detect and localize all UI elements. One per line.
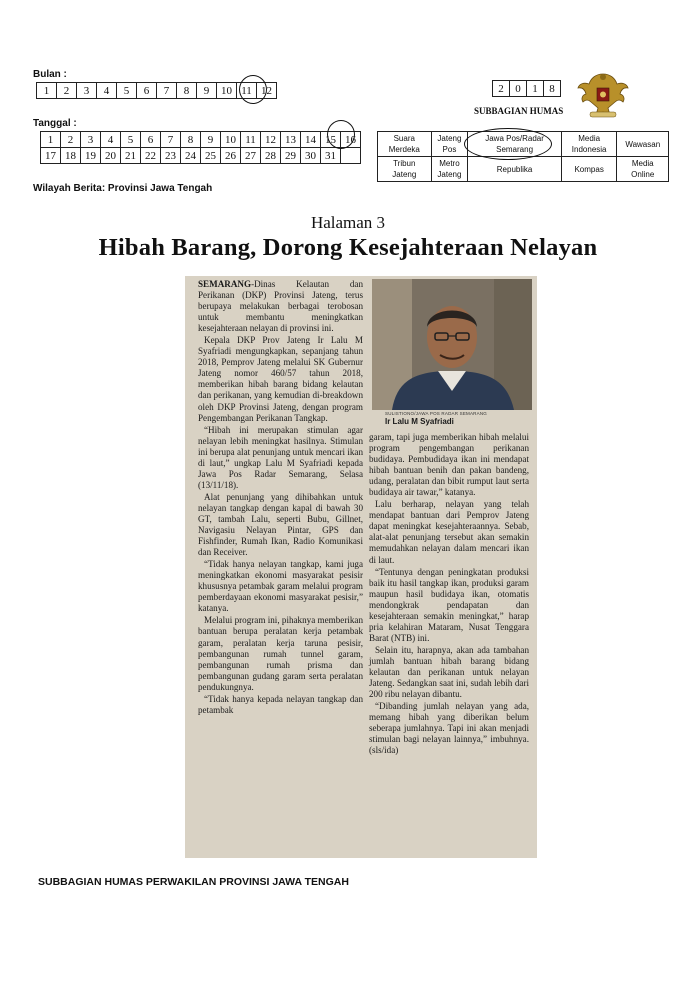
wilayah-label: Wilayah Berita: Provinsi Jawa Tengah	[33, 183, 213, 194]
media-cell: Jawa Pos/Radar Semarang	[468, 132, 561, 157]
day-cell: 8	[181, 132, 201, 148]
media-cell: Republika	[468, 157, 561, 182]
garuda-emblem-icon	[576, 68, 630, 120]
day-cell: 13	[281, 132, 301, 148]
day-cell	[341, 148, 361, 164]
paragraph: “Tentunya dengan peningkatan produksi baik itu hasil tangkap ikan, produksi garam maupun hasil budidaya ikan, otomatis mendongkrak pendapatan dan kesejahteraan semakin meningkat,” harap pria kelahiran Mataram, Nusat Tenggara Barat (NTB) ini.	[369, 566, 529, 643]
day-cell: 14	[301, 132, 321, 148]
day-cell: 17	[41, 148, 61, 164]
day-cell: 3	[81, 132, 101, 148]
month-cell: 4	[97, 83, 117, 99]
media-cell: Kompas	[561, 157, 617, 182]
day-cell: 1	[41, 132, 61, 148]
photo-credit: SULISTIONO/JAWA POS RADAR SEMARANG	[385, 411, 487, 416]
day-cell: 11	[241, 132, 261, 148]
day-cell: 28	[261, 148, 281, 164]
day-cell: 26	[221, 148, 241, 164]
year-digit: 1	[527, 81, 544, 97]
month-cell: 9	[197, 83, 217, 99]
day-cell: 9	[201, 132, 221, 148]
article-column-2	[369, 432, 529, 757]
dateline: SEMARANG	[198, 279, 252, 289]
day-cell: 30	[301, 148, 321, 164]
tanggal-label: Tanggal :	[33, 118, 77, 129]
day-cell: 7	[161, 132, 181, 148]
month-cell: 1	[37, 83, 57, 99]
month-cell: 5	[117, 83, 137, 99]
bulan-label: Bulan :	[33, 69, 67, 80]
paragraph: Lalu berharap, nelayan yang telah mendapat bantuan dari Pemprov Jateng dapat meningkat kesejahteraannya. Sebab, alat-alat penunjang tersebut akan semakin memudahkan nelayan dalam mencari ikan di laut.	[369, 499, 529, 565]
day-grid	[40, 131, 361, 164]
year-digit: 8	[544, 81, 561, 97]
paragraph: “Hibah ini merupakan stimulan agar nelayan lebih meningkat hasilnya. Stimulan ini berupa alat penunjang untuk mencari ikan di laut,” ungkap Lalu M Syafriadi kepada Jawa Pos Radar Semarang, Selasa (13/11/18).	[198, 424, 363, 490]
media-cell: Suara Merdeka	[378, 132, 432, 157]
day-cell: 5	[121, 132, 141, 148]
day-cell: 15	[321, 132, 341, 148]
media-cell: Media Indonesia	[561, 132, 617, 157]
selected-month-circle	[239, 75, 267, 104]
day-cell: 6	[141, 132, 161, 148]
day-cell: 18	[61, 148, 81, 164]
footer-label: SUBBAGIAN HUMAS PERWAKILAN PROVINSI JAWA TENGAH	[38, 876, 349, 888]
day-cell: 27	[241, 148, 261, 164]
day-cell: 16	[341, 132, 361, 148]
page-number: Halaman 3	[310, 213, 386, 232]
newspaper-clipping	[185, 276, 537, 858]
paragraph: -Dinas Kelautan dan Perikanan (DKP) Provinsi Jateng, terus berupaya melakukan berbagai terobosan untuk membantu meningkatkan kesejahteraan nelayan di provinsi ini.	[198, 279, 363, 334]
year-digit: 0	[510, 81, 527, 97]
day-cell: 12	[261, 132, 281, 148]
month-cell: 11	[237, 83, 257, 99]
paragraph: garam, tapi juga memberikan hibah melalui program pengembangan perikanan budidaya. Pembudidaya ikan ini mendapat hibah bantuan benih dan pakan bandeng, udang, peralatan dan bibit rumput laut serta budidaya air tawar,” katanya.	[369, 432, 529, 498]
paragraph: Alat penunjang yang dihibahkan untuk nelayan tangkap dengan kapal di bawah 30 GT, tambah Lalu, seperti Bubu, Gillnet, Navigasiu Nelayan Pintar, GPS dan Fishfinder, Rumah Ikan, Radio Komunikasi dan Receiver.	[198, 491, 363, 558]
day-cell: 21	[121, 148, 141, 164]
headline: Hibah Barang, Dorong Kesejahteraan Nelayan	[98, 234, 598, 261]
media-cell: Tribun Jateng	[378, 157, 432, 182]
month-cell: 7	[157, 83, 177, 99]
month-cell: 2	[57, 83, 77, 99]
media-cell: Media Online	[617, 157, 669, 182]
selected-day-circle	[327, 120, 355, 149]
day-cell: 24	[181, 148, 201, 164]
paragraph: Melalui program ini, pihaknya memberikan bantuan berupa peralatan kerja petambak garam, peralatan kerja taruna pesisir, pembangunan rumah tunnel garam, pembangunan rumah prisma dan pembangunan gudang garam serta peralatan pendukungnya.	[198, 615, 363, 692]
month-cell: 3	[77, 83, 97, 99]
media-cell: Metro Jateng	[431, 157, 468, 182]
day-cell: 31	[321, 148, 341, 164]
paragraph: “Tidak hanya nelayan tangkap, kami juga meningkatkan ekonomi masyarakat pesisir khususnya petambak garam melalui program pemberdayaan ekonomi masyarakat pesisir,” katanya.	[198, 559, 363, 614]
paragraph: Kepala DKP Prov Jateng Ir Lalu M Syafriadi mengungkapkan, sepanjang tahun 2018, Pemprov Jateng melalui SK Gubernur Jateng nomor 460/57 tahun 2018, memberikan hibah barang bidang kelautan dan perikanan, yang kemudian di-breakdown oleh DKP Provinsi Jateng, dengan program Pengembangan Perikanan Tangkap.	[198, 335, 363, 423]
paragraph: “Dibanding jumlah nelayan yang ada, memang hibah yang diberikan belum seberapa jumlahnya. Tapi ini akan menjadi stimulan bagi nelayan lainnya,” imbuhnya. (sls/ida)	[369, 701, 529, 756]
day-cell: 22	[141, 148, 161, 164]
day-cell: 10	[221, 132, 241, 148]
portrait-photo	[372, 279, 532, 410]
year-digit: 2	[493, 81, 510, 97]
day-cell: 29	[281, 148, 301, 164]
day-cell: 2	[61, 132, 81, 148]
day-cell: 4	[101, 132, 121, 148]
media-cell: Jateng Pos	[431, 132, 468, 157]
media-cell: Wawasan	[617, 132, 669, 157]
photo-caption: Ir Lalu M Syafriadi	[385, 417, 454, 426]
paragraph: Selain itu, harapnya, akan ada tambahan jumlah bantuan hibah barang bidang kelautan dan perikanan untuk nelayan Jateng. Sedangkan saat ini, sudah lebih dari 200 ribu nelayan dibantu.	[369, 644, 529, 700]
day-cell: 25	[201, 148, 221, 164]
paragraph: “Tidak hanya kepada nelayan tangkap dan petambak	[198, 693, 363, 715]
day-cell: 23	[161, 148, 181, 164]
month-cell: 12	[257, 83, 277, 99]
year-box	[492, 80, 561, 97]
org-label: SUBBAGIAN HUMAS	[474, 106, 564, 116]
article-column-1	[198, 279, 363, 717]
day-cell: 19	[81, 148, 101, 164]
day-cell: 20	[101, 148, 121, 164]
month-cell: 10	[217, 83, 237, 99]
month-cell: 6	[137, 83, 157, 99]
selected-media-ellipse	[464, 128, 552, 160]
month-cell: 8	[177, 83, 197, 99]
